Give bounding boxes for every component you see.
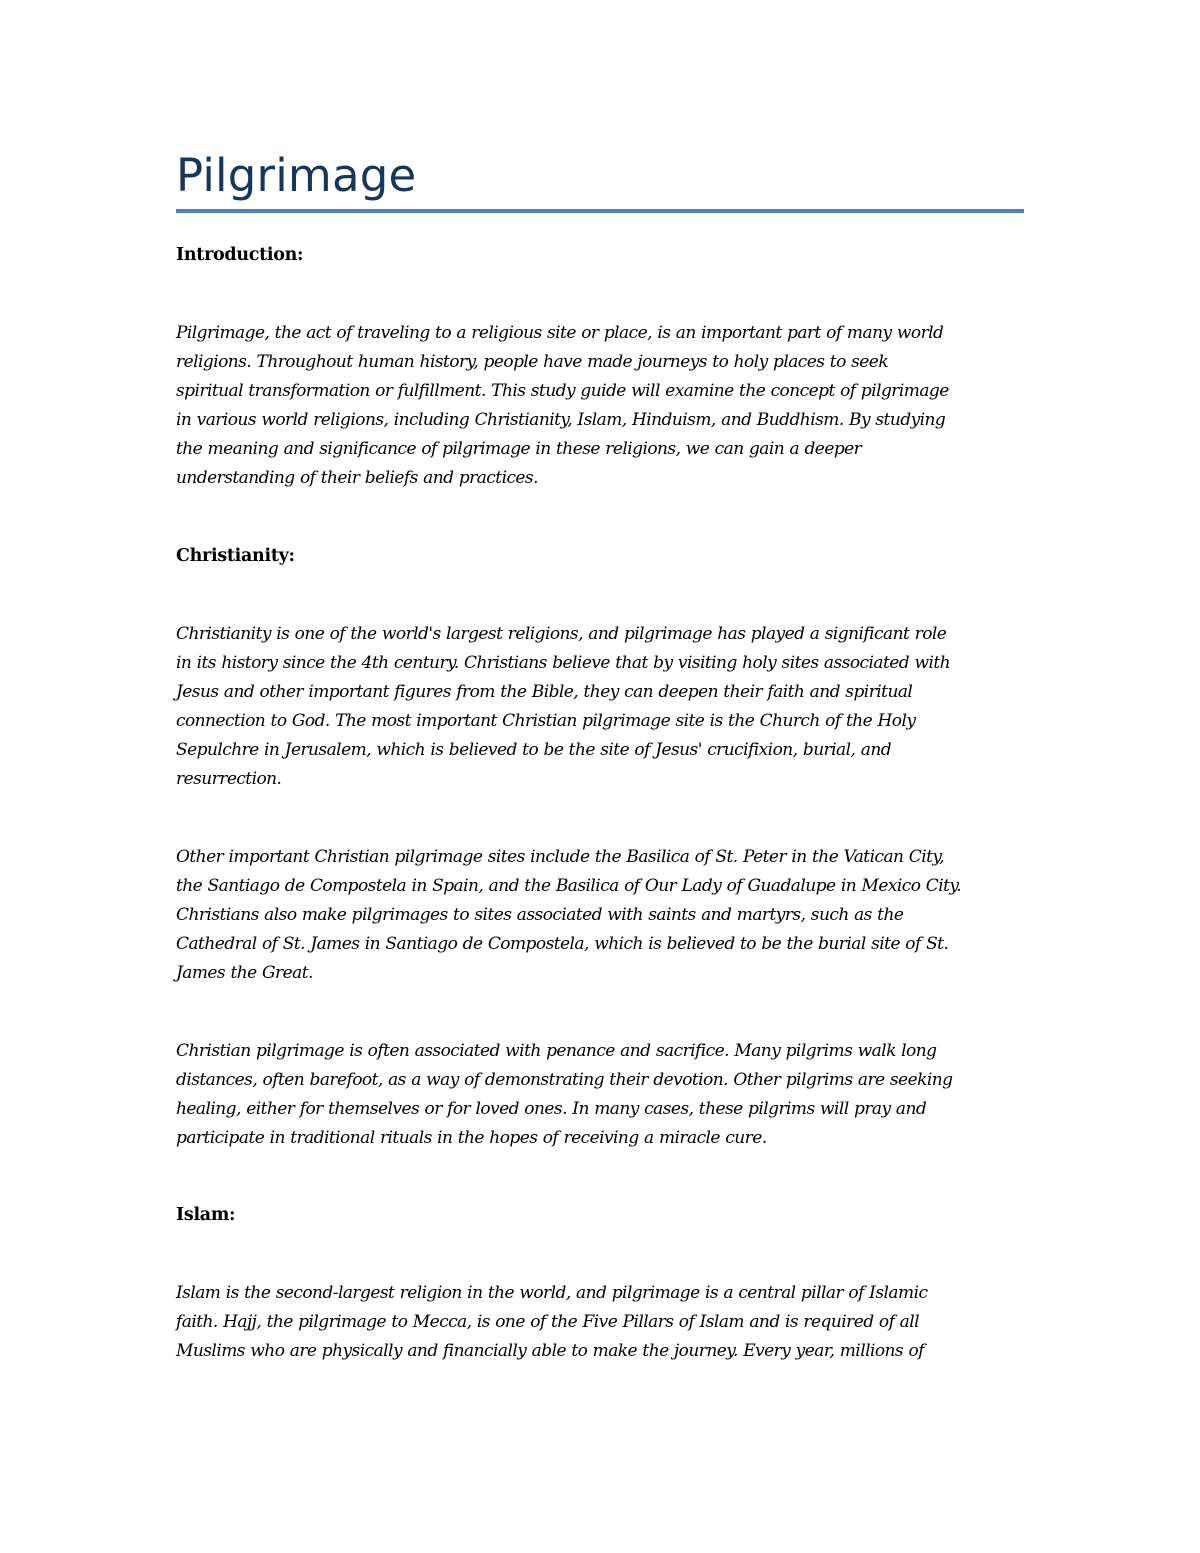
text-line: Jesus and other important figures from the Bible, they can deepen their faith and spiritual	[176, 682, 913, 702]
text-line: Christians also make pilgrimages to sites associated with saints and martyrs, such as the	[176, 905, 904, 925]
section-heading-islam: Islam:	[176, 1205, 236, 1225]
text-line: participate in traditional rituals in the hopes of receiving a miracle cure.	[176, 1128, 767, 1148]
text-line: understanding of their beliefs and practices.	[176, 468, 538, 488]
text-line: in various world religions, including Christianity, Islam, Hinduism, and Buddhism. By studying	[176, 410, 946, 430]
text-line: faith. Hajj, the pilgrimage to Mecca, is one of the Five Pillars of Islam and is required of all	[176, 1312, 920, 1332]
text-line: Islam is the second-largest religion in the world, and pilgrimage is a central pillar of Islamic	[176, 1283, 928, 1303]
text-line: Christianity is one of the world's largest religions, and pilgrimage has played a significant role	[176, 624, 947, 644]
paragraph-christianity-1	[176, 620, 1024, 794]
paragraph-introduction	[176, 319, 1024, 493]
text-line: Muslims who are physically and financially able to make the journey. Every year, millions of	[176, 1341, 924, 1361]
text-line: Pilgrimage, the act of traveling to a religious site or place, is an important part of many world	[176, 323, 944, 343]
section-heading-introduction: Introduction:	[176, 245, 304, 265]
text-line: spiritual transformation or fulfillment. This study guide will examine the concept of pilgrimage	[176, 381, 949, 401]
paragraph-christianity-3	[176, 1037, 1024, 1153]
text-line: healing, either for themselves or for loved ones. In many cases, these pilgrims will pray and	[176, 1099, 927, 1119]
text-line: connection to God. The most important Christian pilgrimage site is the Church of the Holy	[176, 711, 916, 731]
text-line: the Santiago de Compostela in Spain, and the Basilica of Our Lady of Guadalupe in Mexico City.	[176, 876, 962, 896]
text-line: Sepulchre in Jerusalem, which is believed to be the site of Jesus' crucifixion, burial, and	[176, 740, 892, 760]
document-title: Pilgrimage	[176, 149, 417, 202]
text-line: distances, often barefoot, as a way of demonstrating their devotion. Other pilgrims are seeking	[176, 1070, 953, 1090]
text-line: in its history since the 4th century. Christians believe that by visiting holy sites associated with	[176, 653, 951, 673]
document-page	[176, 0, 1024, 1553]
paragraph-christianity-2	[176, 843, 1024, 988]
text-line: religions. Throughout human history, people have made journeys to holy places to seek	[176, 352, 889, 372]
paragraph-islam	[176, 1279, 1024, 1366]
text-line: James the Great.	[176, 963, 313, 983]
text-line: the meaning and significance of pilgrimage in these religions, we can gain a deeper	[176, 439, 862, 459]
text-line: Other important Christian pilgrimage sites include the Basilica of St. Peter in the Vatican City,	[176, 847, 945, 867]
text-line: resurrection.	[176, 769, 282, 789]
title-underline-rule	[176, 209, 1024, 213]
text-line: Cathedral of St. James in Santiago de Compostela, which is believed to be the burial site of St.	[176, 934, 949, 954]
section-heading-christianity: Christianity:	[176, 546, 295, 566]
text-line: Christian pilgrimage is often associated with penance and sacrifice. Many pilgrims walk long	[176, 1041, 937, 1061]
